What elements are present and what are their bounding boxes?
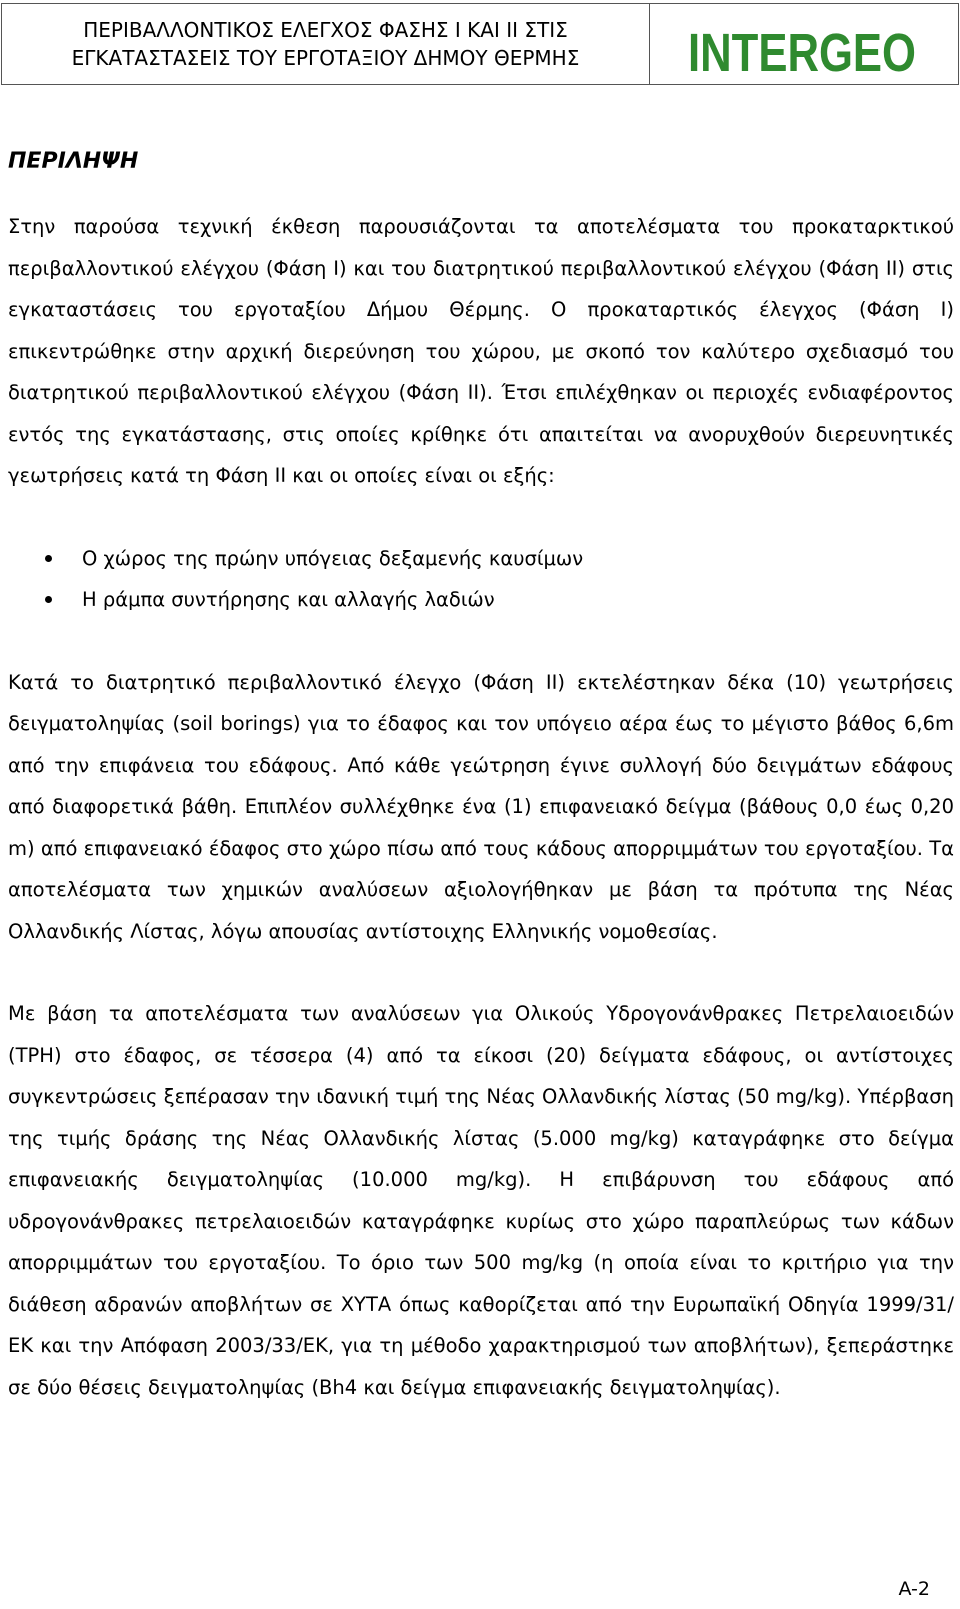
header-title-line2: ΕΓΚΑΤΑΣΤΑΣΕΙΣ ΤΟΥ ΕΡΓΟΤΑΞΙΟΥ ΔΗΜΟΥ ΘΕΡΜΗΣ (71, 46, 580, 70)
spacer (8, 952, 954, 993)
paragraph-results: Με βάση τα αποτελέσματα των αναλύσεων για Ολικούς Υδρογονάνθρακες Πετρελαιοειδών (TPH) στο έδαφος, σε τέσσερα (4) από τα είκοσι (20) δείγματα εδάφους, οι αντίστοιχες συγκεντρώσεις ξεπέρασαν την ιδανική τιμή της Νέας Ολλανδικής λίστας (50 mg/kg). Υπέρβαση της τιμής δράσης της Νέας Ολλανδικής λίστας (5.000 mg/kg) καταγράφηκε στο δείγμα επιφανειακής δειγματοληψίας (10.000 mg/kg). Η επιβάρυνση του εδάφους από υδρογονάνθρακες πετρελαιοειδών καταγράφηκε κυρίως στο χώρο παραπλεύρως των κάδων απορριμμάτων του εργοταξίου. Το όριο των 500 mg/kg (η οποία είναι το κριτήριο για την διάθεση αδρανών αποβλήτων σε ΧΥΤΑ όπως καθορίζεται από την Ευρωπαϊκή Οδηγία 1999/31/ΕΚ και την Απόφαση 2003/33/ΕΚ, για τη μέθοδο χαρακτηρισμού των αποβλήτων), ξεπεράστηκε σε δύο θέσεις δειγματοληψίας (Bh4 και δείγμα επιφανειακής δειγματοληψίας). (8, 1002, 954, 1399)
list-item (8, 579, 954, 621)
intergeo-logo (650, 4, 958, 84)
document-body (8, 142, 954, 1408)
paragraph-intro: Στην παρούσα τεχνική έκθεση παρουσιάζονται τα αποτελέσματα του προκαταρκτικού περιβαλλοντικού ελέγχου (Φάση Ι) και του διατρητικού περιβαλλοντικού ελέγχου (Φάση ΙΙ) στις εγκαταστάσεις του εργοταξίου Δήμου Θέρμης. Ο προκαταρτικός έλεγχος (Φάση Ι) επικεντρώθηκε στην αρχική διερεύνηση του χώρου, με σκοπό τον καλύτερο σχεδιασμό του διατρητικού περιβαλλοντικού ελέγχου (Φάση ΙΙ). Έτσι επιλέχθηκαν οι περιοχές ενδιαφέροντος εντός της εγκατάστασης, στις οποίες κρίθηκε ότι απαιτείται να ανορυχθούν διερευνητικές γεωτρήσεις κατά τη Φάση ΙΙ και οι οποίες είναι οι εξής: (8, 215, 954, 487)
logo-wordmark: INTERGEO (688, 23, 916, 83)
paragraph-drilling: Κατά το διατρητικό περιβαλλοντικό έλεγχο (Φάση ΙΙ) εκτελέστηκαν δέκα (10) γεωτρήσεις δειγματοληψίας (soil borings) για το έδαφος και τον υπόγειο αέρα έως το μέγιστο βάθος 6,6m από την επιφάνεια του εδάφους. Από κάθε γεώτρηση έγινε συλλογή δύο δειγμάτων εδάφους από διαφορετικά βάθη. Επιπλέον συλλέχθηκε ένα (1) επιφανειακό δείγμα (βάθους 0,0 έως 0,20 m) από επιφανειακό έδαφος στο χώρο πίσω από τους κάδους απορριμμάτων του εργοταξίου. Τα αποτελέσματα των χημικών αναλύσεων αξιολογήθηκαν με βάση τα πρότυπα της Νέας Ολλανδικής Λίστας, λόγω απουσίας αντίστοιχης Ελληνικής νομοθεσίας. (8, 670, 954, 943)
spacer (8, 497, 954, 538)
page-number: A-2 (898, 1578, 930, 1600)
bullet-icon (45, 555, 52, 562)
page-header (1, 3, 959, 85)
spacer (8, 621, 954, 662)
section-title: ΠΕΡΙΛΗΨΗ (8, 149, 139, 174)
logo-icon (684, 9, 924, 83)
list-item-text: Η ράμπα συντήρησης και αλλαγής λαδιών (82, 588, 495, 611)
bullet-icon (45, 596, 52, 603)
list-item-text: Ο χώρος της πρώην υπόγειας δεξαμενής καυσίμων (82, 546, 584, 570)
header-title-line1: ΠΕΡΙΒΑΛΛΟΝΤΙΚΟΣ ΕΛΕΓΧΟΣ ΦΑΣΗΣ Ι ΚΑΙ ΙΙ ΣΤΙΣ (83, 18, 568, 42)
bullet-list (8, 538, 954, 621)
list-item (8, 538, 954, 580)
header-title (2, 4, 650, 84)
